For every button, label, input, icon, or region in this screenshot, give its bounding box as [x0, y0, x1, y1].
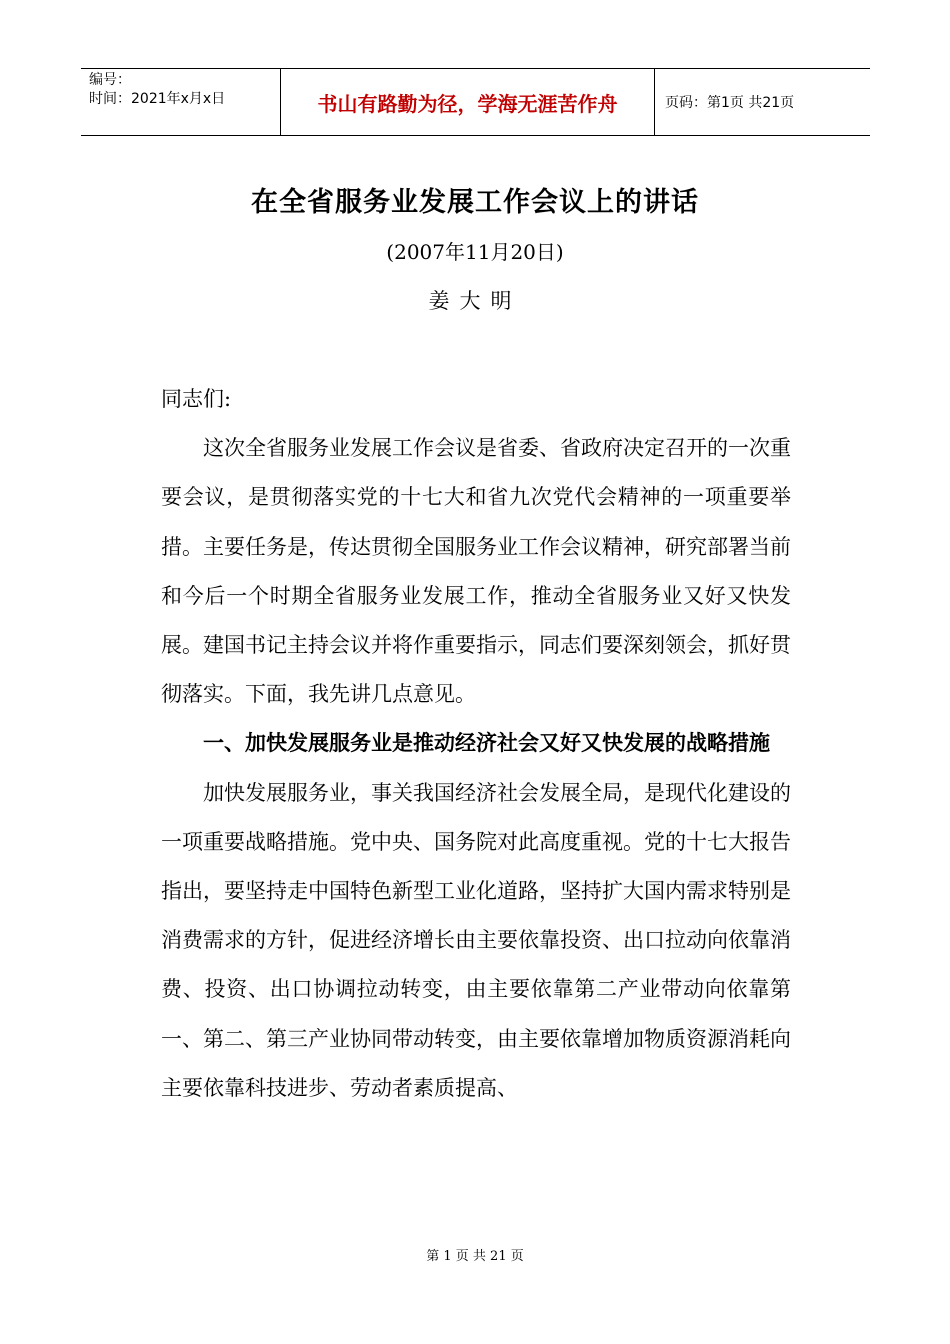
section-paragraph: 加快发展服务业，事关我国经济社会发展全局，是现代化建设的一项重要战略措施。党中央、国务院对此高度重视。党的十七大报告指出，要坚持走中国特色新型工业化道路，坚持扩大国内需求特别是消费需求的方针，促进经济增长由主要依靠投资、出口拉动向依靠消费、投资、出口协调拉动转变，由主要依靠第二产业带动向依靠第一、第二、第三产业协同带动转变，由主要依靠增加物质资源消耗向主要依靠科技进步、劳动者素质提高、 [161, 780, 791, 1100]
header-time-label: 时间：2021年x月x日 [89, 91, 226, 107]
document-header [81, 68, 870, 136]
header-page-label: 页码：第1页 共21页 [665, 95, 795, 111]
document-author: 姜大明 [428, 289, 522, 313]
section-heading: 一、加快发展服务业是推动经济社会又好又快发展的战略措施 [203, 731, 770, 756]
document-date: (2007年11月20日) [386, 240, 564, 264]
document-body [161, 375, 791, 1113]
document-title: 在全省服务业发展工作会议上的讲话 [251, 187, 699, 218]
page-footer: 第 1 页 共 21 页 [426, 1249, 524, 1264]
intro-paragraph: 这次全省服务业发展工作会议是省委、省政府决定召开的一次重要会议，是贯彻落实党的十七大和省九次党代会精神的一项重要举措。主要任务是，传达贯彻全国服务业工作会议精神，研究部署当前和今后一个时期全省服务业发展工作，推动全省服务业又好又快发展。建国书记主持会议并将作重要指示，同志们要深刻领会，抓好贯彻落实。下面，我先讲几点意见。 [161, 436, 791, 707]
header-number-label: 编号： [89, 72, 131, 88]
header-motto: 书山有路勤为径，学海无涯苦作舟 [281, 69, 655, 135]
salutation: 同志们: [161, 387, 232, 411]
header-meta [81, 69, 281, 135]
